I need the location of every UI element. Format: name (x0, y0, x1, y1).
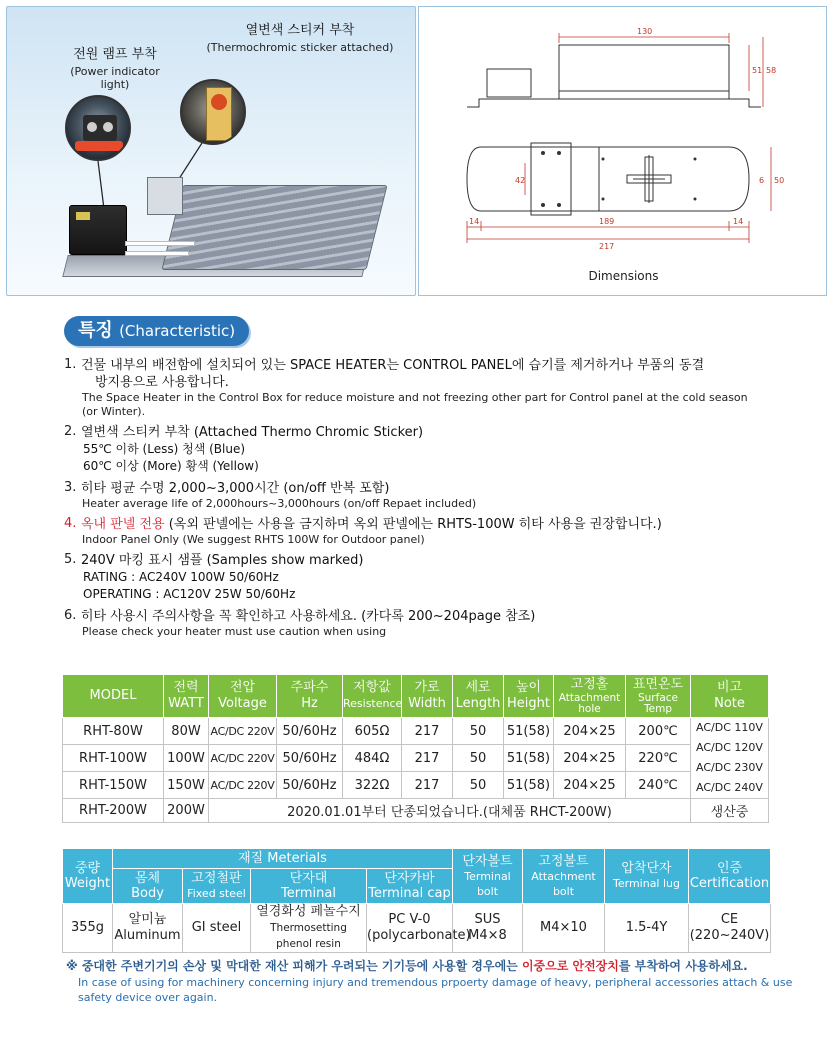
col-height: 높이 Height (504, 675, 554, 718)
col-width: 가로 Width (402, 675, 453, 718)
col-temp: 표면온도 Surface Temp (626, 675, 691, 718)
dim-total: 217 (599, 242, 615, 251)
list-item: 5. 240V 마킹 표시 샘플 (Samples show marked) RATING : AC240V 100W 50/60Hz OPERATING : AC120V 25W 50/60Hz (64, 552, 364, 601)
col-terminal-bolt: 단자볼트 Terminal bolt (453, 849, 523, 904)
col-material: 재질 Meterials (113, 849, 453, 869)
dim-h2: 58 (766, 66, 777, 75)
sticker-label-en: (Thermochromic sticker attached) (206, 41, 394, 54)
characteristic-title (64, 316, 249, 346)
terminal-screws-icon (83, 115, 117, 141)
thermo-sticker-icon (206, 87, 232, 141)
safety-warning: ※ 중대한 주변기기의 손상 및 막대한 재산 피해가 우려되는 기기등에 사용할 경우에는 이중으로 안전장치를 부착하여 사용하세요. In case of using for machinery concerning injury and tremendous prpoerty damage of heavy, peripheral accessories attach & use safety device over again. (66, 959, 793, 1004)
cable (125, 241, 195, 246)
col-resistence: 저항값 Resistence (343, 675, 402, 718)
list-item: 1. 건물 내부의 배전함에 설치되어 있는 SPACE HEATER는 CONTROL PANEL에 습기를 제거하거나 부품의 동결 방지용으로 사용합니다. The Space Heater in the Control Box for reduce moisture and not freezing other part for Control panel at the cold season (or Winter). (64, 357, 748, 418)
terminal-block (69, 205, 127, 255)
cable (125, 251, 189, 256)
characteristic-title-en: (Characteristic) (119, 322, 236, 340)
list-item: 6. 히타 사용시 주의사항을 꼭 확인하고 사용하세요. (카다록 200~204page 참조) Please check your heater must use caution when using (64, 608, 536, 638)
col-watt: 전력 WATT (164, 675, 209, 718)
col-hz: 주파수 Hz (277, 675, 343, 718)
list-item: 2. 열변색 스티커 부착 (Attached Thermo Chromic Sticker) 55℃ 이하 (Less) 청색 (Blue) 60℃ 이상 (More) 황색 (Yellow) (64, 424, 424, 473)
table-row: RHT-80W 80W AC/DC 220V 50/60Hz 605Ω 217 50 51(58) 204×25 200℃ AC/DC 110V AC/DC 120V AC/DC 230V AC/DC 240V (63, 718, 769, 745)
voltage-note-cell: AC/DC 110V AC/DC 120V AC/DC 230V AC/DC 240V (691, 718, 769, 799)
col-terminal-lug: 압착단자 Terminal lug (605, 849, 689, 904)
col-model: MODEL (63, 675, 164, 718)
col-voltage: 전압 Voltage (209, 675, 277, 718)
characteristic-list (64, 357, 809, 644)
dim-h1: 51 (752, 66, 763, 75)
table-row: 355g 알미늄 Aluminum GI steel 열경화성 페놀수지 Thermosetting phenol resin PC V-0 (polycarbonate) SUS M4×8 M4×10 1.5-4Y CE (220~240V) (63, 904, 771, 953)
dim-small: 6 (759, 176, 765, 185)
col-length: 세로 Length (453, 675, 504, 718)
table-row: RHT-150W 150W AC/DC 220V 50/60Hz 322Ω 217 50 51(58) 204×25 240℃ (63, 772, 769, 799)
dim-depth: 50 (774, 176, 785, 185)
col-body: 몸체 Body (113, 869, 183, 904)
dimensions-caption: Dimensions (588, 269, 659, 283)
power-light-label-en: (Power indicator light) (70, 65, 160, 91)
indicator-lamp-icon (75, 141, 123, 151)
col-attachment-bolt: 고정볼트 Attachment bolt (523, 849, 605, 904)
dim-hole: 42 (515, 176, 526, 185)
dim-width: 130 (637, 27, 653, 36)
dim-inner: 189 (599, 217, 615, 226)
col-hole: 고정홀 Attachment hole (554, 675, 626, 718)
power-light-label-ko: 전원 램프 부착 (73, 47, 157, 62)
dimension-drawing (419, 7, 827, 296)
product-photo-panel (6, 6, 416, 296)
sticker-label-ko: 열변색 스티커 부착 (245, 23, 355, 38)
dim-right: 14 (733, 217, 744, 226)
dimensions-panel (418, 6, 827, 296)
col-terminal-cap: 단자카바 Terminal cap (367, 869, 453, 904)
col-certification: 인증 Certification (689, 849, 771, 904)
power-light-closeup (65, 95, 131, 161)
col-fixed-steel: 고정철판 Fixed steel (183, 869, 251, 904)
dim-left: 14 (469, 217, 480, 226)
spec-header-row (63, 675, 769, 718)
table-row: RHT-200W 200W 2020.01.01부터 단종되었습니다.(대체품 RHCT-200W) 생산중 (63, 799, 769, 823)
material-table (62, 848, 771, 953)
heater-fin-body (161, 185, 387, 270)
list-item: 4. 옥내 판넬 전용 (옥외 판넬에는 사용을 금지하며 옥외 판넬에는 RHTS-100W 히타 사용을 권장합니다.) Indoor Panel Only (We suggest RHTS 100W for Outdoor panel) (64, 516, 662, 546)
col-note: 비고 Note (691, 675, 769, 718)
table-row: RHT-100W 100W AC/DC 220V 50/60Hz 484Ω 217 50 51(58) 204×25 220℃ (63, 745, 769, 772)
spec-table (62, 674, 769, 823)
characteristic-title-ko: 특징 (78, 320, 113, 341)
col-weight: 중량 Weight (63, 849, 113, 904)
sticker-closeup (180, 79, 246, 145)
indoor-only-highlight: 옥내 판넬 전용 (81, 517, 165, 532)
col-terminal: 단자대 Terminal (251, 869, 367, 904)
discontinued-notice: 2020.01.01부터 단종되었습니다.(대체품 RHCT-200W) (209, 799, 691, 823)
list-item: 3. 히타 평균 수명 2,000~3,000시간 (on/off 반복 포함) Heater average life of 2,000hours~3,000hours (on/off Repaet included) (64, 480, 477, 510)
sticker-holder (147, 177, 183, 215)
